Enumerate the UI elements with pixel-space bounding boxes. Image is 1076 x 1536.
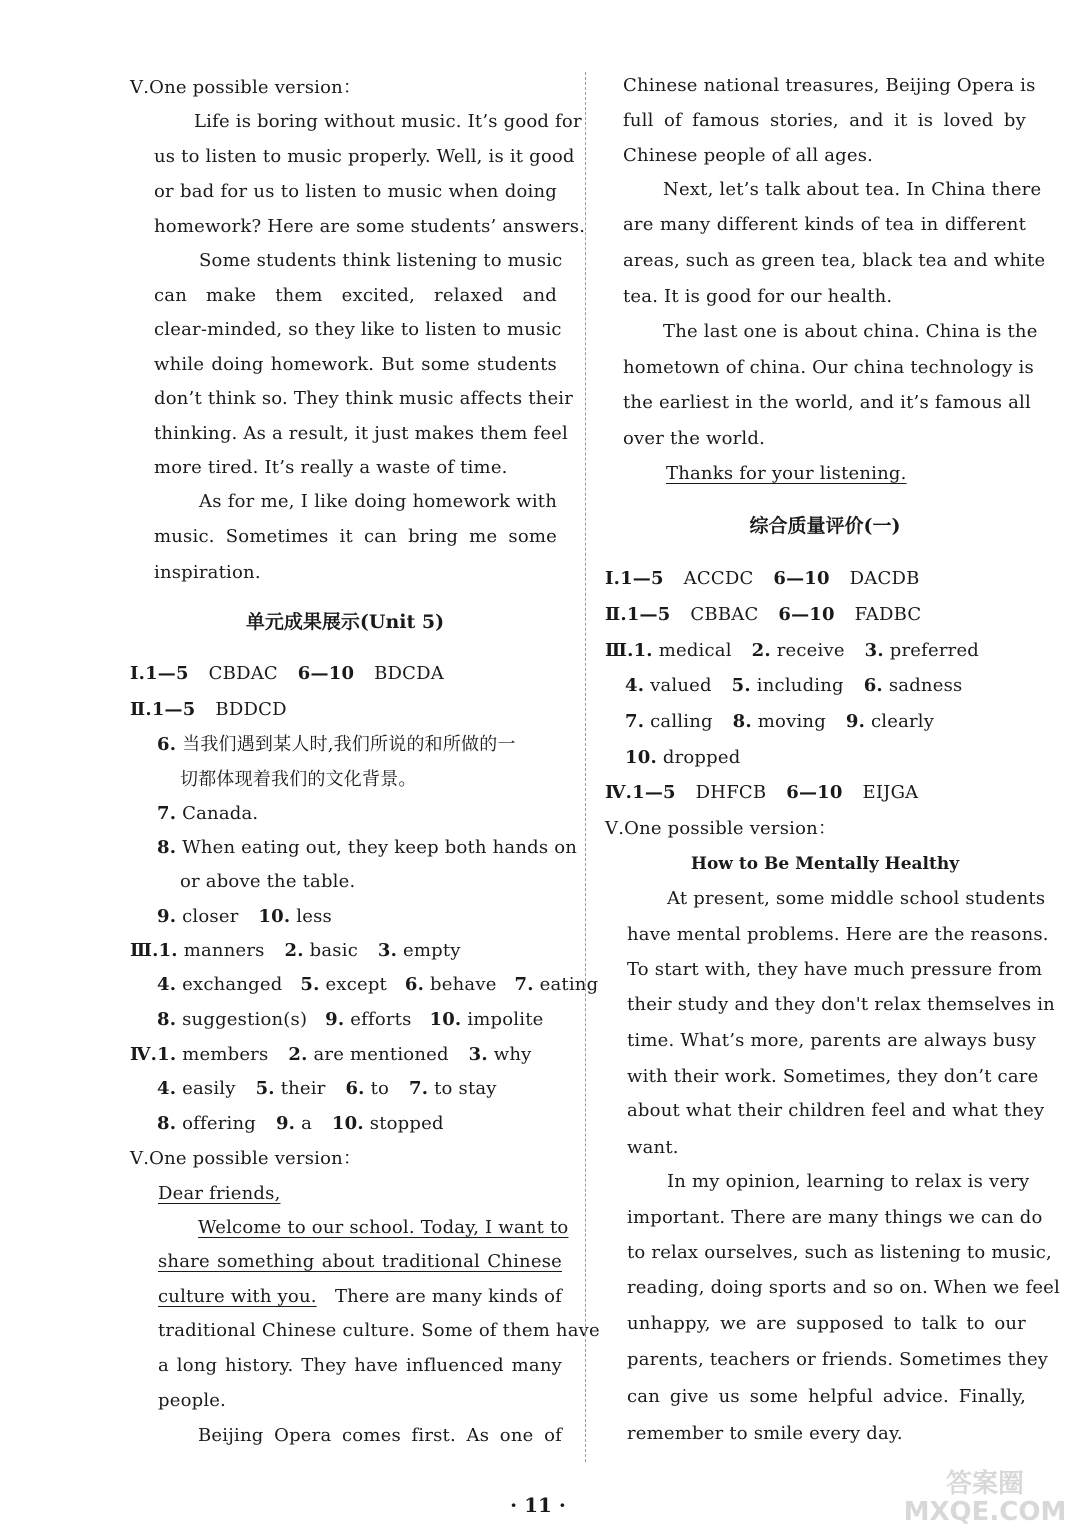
essay1-line: don’t think so. They think music affects their: [154, 388, 574, 409]
answer-row: [157, 734, 516, 756]
answer-text: stopped: [369, 1113, 444, 1134]
answer-text: 切都体现着我们的文化背景。: [180, 769, 417, 790]
item-number: 8.: [157, 837, 177, 858]
item-number: 2.: [751, 640, 771, 661]
item-range: 6—10: [786, 782, 843, 803]
answer-text: except: [325, 974, 387, 995]
essay1-line: As for me, I like doing homework with: [199, 491, 557, 512]
answer-letters: BDDCD: [215, 699, 287, 720]
answer-text: or above the table.: [180, 871, 356, 892]
essay2-closing: Thanks for your listening.: [666, 463, 907, 484]
unit5-heading: 单元成果展示(Unit 5): [245, 611, 445, 633]
essay3-line: parents, teachers or friends. Sometimes they: [627, 1349, 1049, 1370]
item-number: 9.: [845, 711, 866, 732]
answer-letters: CBDAC: [208, 663, 278, 684]
item-range: Ⅳ.1—5: [605, 782, 676, 803]
essay2-text: There are many kinds of: [334, 1286, 562, 1307]
answer-text: empty: [403, 940, 461, 961]
answer-letters: BDCDA: [374, 663, 444, 684]
page-number: · 11 ·: [510, 1493, 566, 1517]
item-number: 3.: [864, 640, 884, 661]
answer-letters: EIJGA: [862, 782, 919, 803]
answer-text: clearly: [870, 711, 935, 732]
item-range: 6—10: [778, 604, 835, 625]
answer-text: calling: [650, 711, 713, 732]
item-number: 10.: [625, 747, 657, 768]
answer-text: medical: [658, 640, 732, 661]
answer-row: [130, 1044, 532, 1066]
essay2-line: Welcome to our school. Today, I want to: [198, 1217, 569, 1238]
essay3-line: reading, doing sports and so on. When we feel: [627, 1277, 1060, 1298]
item-number: Ⅳ.1.: [130, 1044, 177, 1065]
item-number: 3.: [468, 1044, 488, 1065]
answer-text: Canada.: [182, 803, 259, 824]
item-number: 4.: [157, 1078, 177, 1099]
essay3-line: At present, some middle school students: [667, 888, 1046, 909]
answer-row: [605, 604, 921, 626]
item-number: 8.: [157, 1113, 177, 1134]
answer-row: [157, 837, 577, 859]
answer-row: [130, 663, 444, 685]
essay3-title: How to Be Mentally Healthy: [690, 854, 960, 874]
essay3-line: to relax ourselves, such as listening to music,: [627, 1242, 1052, 1263]
item-number: 6.: [345, 1078, 365, 1099]
essay2-line: tea. It is good for our health.: [623, 286, 893, 307]
essay3-line: have mental problems. Here are the reasons.: [627, 924, 1049, 945]
item-number: 6.: [404, 974, 425, 995]
answer-text: closer: [182, 906, 239, 927]
answer-text: a: [301, 1113, 312, 1134]
item-number: 9.: [325, 1009, 345, 1030]
answer-text: members: [182, 1044, 269, 1065]
item-number: 10.: [429, 1009, 462, 1030]
essay1-line: thinking. As a result, it just makes them feel: [154, 423, 568, 444]
answer-letters: ACCDC: [683, 568, 754, 589]
essay1-line: clear-minded, so they like to listen to music: [154, 319, 562, 340]
page-number-value: 11: [524, 1493, 552, 1517]
essay3-line: can give us some helpful advice. Finally,: [627, 1386, 1026, 1407]
essay2-line: the earliest in the world, and it’s famous all: [623, 392, 1031, 413]
item-number: 6.: [863, 675, 883, 696]
item-number: 10.: [258, 906, 291, 927]
answer-text: why: [493, 1044, 532, 1065]
essay1-line: inspiration.: [154, 562, 261, 583]
section-v-label: Ⅴ.One possible version：: [605, 818, 837, 839]
essay2-line: are many different kinds of tea in different: [623, 214, 1026, 235]
answer-text: easily: [182, 1078, 236, 1099]
essay1-line: us to listen to music properly. Well, is it good: [154, 146, 575, 167]
essay3-line: their study and they don't relax themselves in: [627, 994, 1055, 1015]
essay1-line: while doing homework. But some students: [154, 354, 557, 375]
item-number: 2.: [288, 1044, 308, 1065]
item-number: 4.: [157, 974, 177, 995]
essay1-line: Life is boring without music. It’s good for: [194, 111, 582, 132]
essay3-line: remember to smile every day.: [627, 1423, 903, 1444]
item-number: 7.: [408, 1078, 429, 1099]
item-number: 7.: [157, 803, 177, 824]
answer-letters: DACDB: [849, 568, 920, 589]
item-number: 3.: [377, 940, 398, 961]
answer-text: basic: [309, 940, 358, 961]
column-divider: [585, 72, 586, 1462]
item-range: Ⅱ.1—5: [605, 604, 671, 625]
item-number: 4.: [625, 675, 645, 696]
item-number: 2.: [284, 940, 304, 961]
answer-text: suggestion(s): [182, 1009, 308, 1030]
section-v-label: Ⅴ.One possible version：: [130, 1148, 362, 1169]
answer-row: [605, 640, 979, 662]
essay3-line: To start with, they have much pressure from: [627, 959, 1043, 980]
item-number: 7.: [514, 974, 534, 995]
answer-text: exchanged: [182, 974, 283, 995]
essay2-line: Chinese people of all ages.: [623, 145, 874, 166]
essay1-line: more tired. It’s really a waste of time.: [154, 457, 508, 478]
essay3-line: unhappy, we are supposed to talk to our: [627, 1313, 1026, 1334]
answer-letters: DHFCB: [695, 782, 767, 803]
answer-row: [157, 1009, 544, 1031]
answer-text: 当我们遇到某人时,我们所说的和所做的一: [182, 734, 516, 755]
essay2-line: [158, 1286, 562, 1308]
answer-row: [157, 906, 332, 928]
answer-text: are mentioned: [313, 1044, 449, 1065]
eval-heading: 综合质量评价(一): [749, 515, 901, 537]
item-number: 10.: [331, 1113, 364, 1134]
answer-text: manners: [183, 940, 265, 961]
answer-row: [605, 782, 918, 804]
essay3-line: important. There are many things we can do: [627, 1207, 1043, 1228]
answer-text: offering: [182, 1113, 257, 1134]
item-number: 8.: [732, 711, 752, 732]
answer-row: [130, 940, 461, 962]
answer-text: sadness: [888, 675, 963, 696]
essay2-line: full of famous stories, and it is loved by: [623, 110, 1026, 131]
essay2-line: The last one is about china. China is the: [663, 321, 1038, 342]
answer-row: [625, 747, 740, 769]
answer-row: [157, 803, 258, 825]
essay3-line: want.: [627, 1137, 679, 1158]
answer-text: dropped: [662, 747, 741, 768]
item-number: 9.: [275, 1113, 296, 1134]
item-range: Ⅰ.1—5: [605, 568, 664, 589]
answer-text: moving: [757, 711, 826, 732]
answer-row: [625, 675, 962, 697]
essay2-line: traditional Chinese culture. Some of them have: [158, 1320, 600, 1341]
answer-letters: CBBAC: [690, 604, 759, 625]
answer-text: including: [756, 675, 844, 696]
essay1-line: Some students think listening to music: [199, 250, 563, 271]
item-number: Ⅲ.1.: [130, 940, 178, 961]
answer-text: When eating out, they keep both hands on: [182, 837, 578, 858]
essay1-line: homework? Here are some students’ answers.: [154, 216, 586, 237]
essay2-line: Beijing Opera comes first. As one of: [198, 1425, 562, 1446]
essay2-line: Chinese national treasures, Beijing Opera is: [623, 75, 1036, 96]
essay2-line: Next, let’s talk about tea. In China there: [663, 179, 1042, 200]
answer-text: impolite: [467, 1009, 544, 1030]
essay2-line: hometown of china. Our china technology is: [623, 357, 1034, 378]
answer-row: [157, 974, 598, 996]
item-range: Ⅰ.1—5: [130, 663, 189, 684]
essay1-line: music. Sometimes it can bring me some: [154, 526, 557, 547]
essay3-line: about what their children feel and what they: [627, 1100, 1045, 1121]
answer-row: [157, 1078, 497, 1100]
section-v-label: Ⅴ.One possible version：: [130, 77, 362, 98]
essay3-line: In my opinion, learning to relax is very: [667, 1171, 1030, 1192]
answer-text: to stay: [434, 1078, 497, 1099]
essay2-line: over the world.: [623, 428, 766, 449]
answer-text: to: [370, 1078, 390, 1099]
essay2-line: a long history. They have influenced many: [158, 1355, 562, 1376]
answer-text: preferred: [889, 640, 980, 661]
answer-text: receive: [776, 640, 845, 661]
answer-row: [625, 711, 934, 733]
answer-text: efforts: [350, 1009, 412, 1030]
answer-row: [605, 568, 920, 590]
item-number: 5.: [731, 675, 751, 696]
item-range: 6—10: [773, 568, 830, 589]
answer-text: eating: [539, 974, 599, 995]
essay1-line: or bad for us to listen to music when doing: [154, 181, 557, 202]
essay2-underlined: culture with you.: [158, 1286, 317, 1307]
item-range: 6—10: [297, 663, 355, 684]
item-number: 5.: [300, 974, 320, 995]
essay3-line: time. What’s more, parents are always busy: [627, 1030, 1037, 1051]
answer-text: less: [296, 906, 332, 927]
watermark-logo: 答案圈 MXQE.COM: [903, 1469, 1067, 1527]
letter-salutation: Dear friends,: [158, 1183, 281, 1204]
essay2-line: share something about traditional Chinese: [158, 1251, 562, 1272]
essay2-line: areas, such as green tea, black tea and white: [623, 250, 1046, 271]
essay2-line: people.: [158, 1390, 227, 1411]
item-number: Ⅲ.1.: [605, 640, 653, 661]
item-range: Ⅱ.1—5: [130, 699, 196, 720]
essay3-line: with their work. Sometimes, they don’t care: [627, 1066, 1039, 1087]
answer-row: [157, 1113, 444, 1135]
essay1-line: can make them excited, relaxed and: [154, 285, 557, 306]
item-number: 7.: [625, 711, 645, 732]
answer-text: behave: [430, 974, 497, 995]
answer-letters: FADBC: [854, 604, 922, 625]
answer-row: [130, 699, 287, 721]
item-number: 6.: [157, 734, 177, 755]
item-number: 5.: [255, 1078, 275, 1099]
item-number: 8.: [157, 1009, 177, 1030]
answer-text: valued: [650, 675, 712, 696]
answer-text: their: [280, 1078, 326, 1099]
item-number: 9.: [157, 906, 177, 927]
